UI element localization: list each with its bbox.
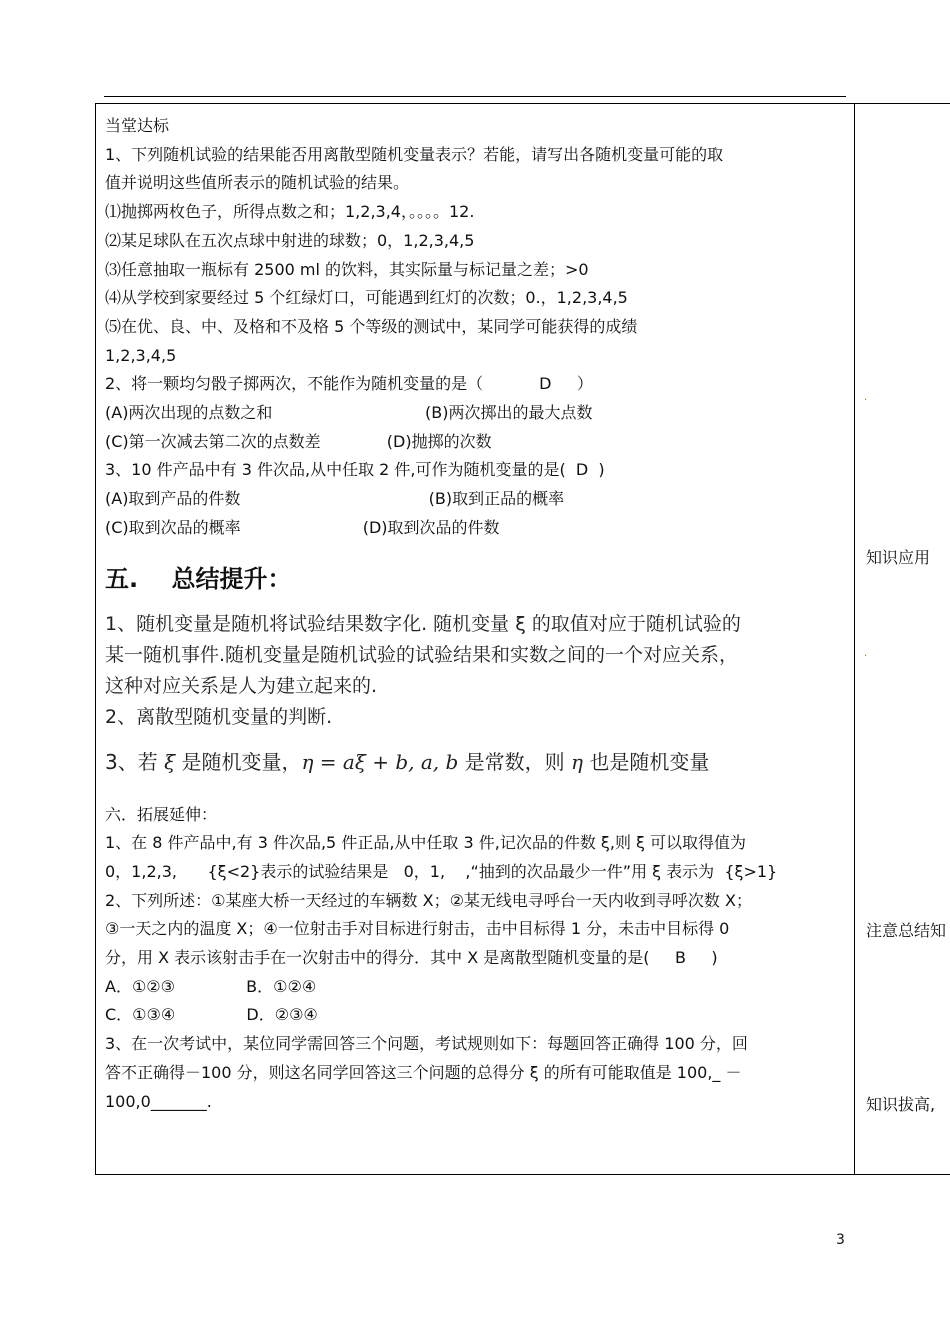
summary-formula <box>105 745 847 779</box>
page-number: 3 <box>836 1232 845 1248</box>
q3-options-cd: (C)取到次品的概率 (D)取到次品的件数 <box>105 517 500 537</box>
ext-q1-line-1: 1、在 8 件产品中,有 3 件次品,5 件正品,从中任取 3 件,记次品的件数 ξ,则 ξ 可以取得值为 <box>105 833 747 853</box>
formula-eta: η <box>571 749 583 774</box>
q1-line-2: 值并说明这些值所表示的随机试验的结果。 <box>105 173 410 193</box>
q2-question: 2、将一颗均匀骰子掷两次，不能作为随机变量的是（ D ） <box>105 374 593 394</box>
stray-dot-mark: . <box>864 648 868 659</box>
formula-expression: η = aξ + b, a, b <box>301 749 459 774</box>
q1-item-5-answer: 1,2,3,4,5 <box>105 345 177 365</box>
ext-q1-line-2: 0，1,2,3, {ξ<2}表示的试验结果是 0，1, ,“抽到的次品最少一件”用 ξ 表示为 {ξ>1} <box>105 861 778 881</box>
q1-item-3: ⑶任意抽取一瓶标有 2500 ml 的饮料，其实际量与标记量之差；>0 <box>105 259 589 279</box>
formula-xi: ξ <box>164 749 176 774</box>
summary-line-2: 某一随机事件.随机变量是随机试验的试验结果和实数之间的一个对应关系， <box>105 643 739 666</box>
section-title-extension: 六．拓展延伸： <box>105 804 218 824</box>
q2-options-cd: (C)第一次减去第二次的点数差 (D)抛掷的次数 <box>105 431 492 451</box>
ext-q3-line-2: 答不正确得－100 分，则这名同学回答这三个问题的总得分 ξ 的所有可能取值是 100,_ － <box>105 1062 742 1082</box>
formula-prefix: 3、若 <box>105 749 165 774</box>
formula-suffix: 也是随机变量 <box>583 749 710 774</box>
spacer <box>105 779 847 801</box>
q1-line-1: 1、下列随机试验的结果能否用离散型随机变量表示？若能，请写出各随机变量可能的取 <box>105 144 724 164</box>
summary-line-3: 这种对应关系是人为建立起来的. <box>105 674 378 697</box>
q1-item-1: ⑴抛掷两枚色子，所得点数之和；1,2,3,4，。。。。12. <box>105 202 475 222</box>
ext-q2-options-ab: A．①②③ B．①②④ <box>105 976 317 996</box>
q1-item-4: ⑷从学校到家要经过 5 个红绿灯口，可能遇到红灯的次数；0.，1,2,3,4,5 <box>105 288 628 308</box>
q3-question: 3、10 件产品中有 3 件次品,从中任取 2 件,可作为随机变量的是( D ) <box>105 460 605 480</box>
ext-q2-line-2: ③一天之内的温度 X；④一位射击手对目标进行射击，击中目标得 1 分，未击中目标得 0 <box>105 919 730 939</box>
ext-q2-options-cd: C．①③④ D．②③④ <box>105 1005 318 1025</box>
side-note-knowledge-application: 知识应用 <box>866 548 931 567</box>
stray-dot-mark: . <box>864 392 868 403</box>
q1-item-2: ⑵某足球队在五次点球中射进的球数；0，1,2,3,4,5 <box>105 230 475 250</box>
q3-options-ab: (A)取到产品的件数 (B)取到正品的概率 <box>105 489 565 509</box>
ext-q3-line-1: 3、在一次考试中，某位同学需回答三个问题，考试规则如下：每题回答正确得 100 分，回 <box>105 1034 748 1054</box>
column-divider <box>854 103 855 1175</box>
ext-q2-line-1: 2、下列所述：①某座大桥一天经过的车辆数 X；②某无线电寻呼台一天内收到寻呼次数 X； <box>105 890 752 910</box>
q1-item-5: ⑸在优、良、中、及格和不及格 5 个等级的测试中，某同学可能获得的成绩 <box>105 316 638 336</box>
section-title-practice: 当堂达标 <box>105 116 170 135</box>
ext-q3-line-3: 100,0_______. <box>105 1091 212 1111</box>
side-note-summary: 注意总结知 <box>866 921 947 940</box>
q2-options-ab: (A)两次出现的点数之和 (B)两次掷出的最大点数 <box>105 403 593 423</box>
side-note-knowledge-improve: 知识拔高, <box>866 1095 936 1114</box>
formula-mid2: 是常数，则 <box>458 749 572 774</box>
summary-line-1: 1、随机变量是随机将试验结果数字化. 随机变量 ξ 的取值对应于随机试验的 <box>105 612 741 635</box>
section-title-summary: 五. 总结提升： <box>105 564 292 593</box>
summary-line-4: 2、离散型随机变量的判断. <box>105 705 333 728</box>
formula-mid: 是随机变量， <box>175 749 302 774</box>
ext-q2-line-3: 分，用 X 表示该射击手在一次射击中的得分．其中 X 是离散型随机变量的是( B ) <box>105 948 718 968</box>
header-rule <box>104 96 846 97</box>
main-column <box>105 112 847 1116</box>
